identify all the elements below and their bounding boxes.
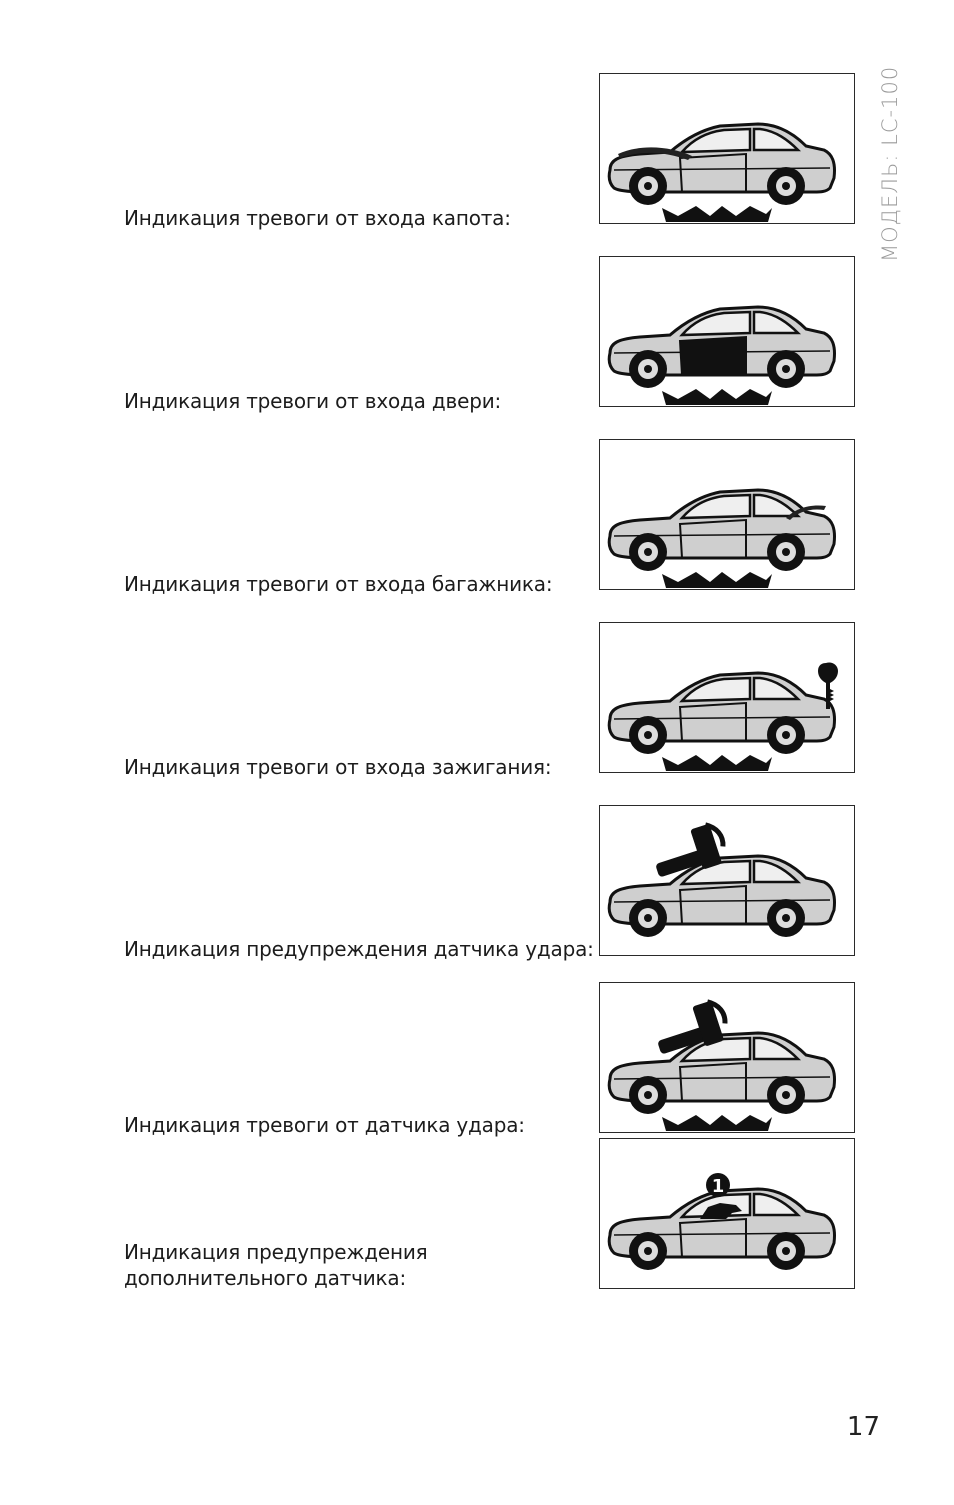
- car-ignition-key-icon: [599, 622, 855, 773]
- row-label-line2: дополнительного датчика:: [124, 1266, 406, 1290]
- car-body: [609, 490, 834, 571]
- car-trunk-open-icon: [599, 439, 855, 590]
- page-number: 17: [846, 1412, 880, 1442]
- car-body: [609, 1033, 834, 1114]
- car-door-open-icon: [599, 256, 855, 407]
- car-body: [609, 1189, 834, 1270]
- car-extra-sensor-icon: [599, 1138, 855, 1289]
- car-body: [609, 124, 834, 205]
- row-label-ignition: Индикация тревоги от входа зажигания:: [124, 755, 552, 779]
- car-shock-warning-icon: [599, 805, 855, 956]
- car-body: [609, 856, 834, 937]
- row-label-extra-sensor: [124, 1239, 504, 1291]
- vibration-zigzag: [662, 572, 772, 588]
- vibration-zigzag: [662, 1115, 772, 1131]
- row-label-line1: Индикация предупреждения: [124, 1240, 428, 1264]
- model-title: МОДЕЛЬ: LC-100: [878, 65, 902, 262]
- vibration-zigzag: [662, 755, 772, 771]
- row-label-door: Индикация тревоги от входа двери:: [124, 389, 502, 413]
- row-label-trunk: Индикация тревоги от входа багажника:: [124, 572, 553, 596]
- row-label-hood: Индикация тревоги от входа капота:: [124, 206, 511, 230]
- vibration-zigzag: [662, 206, 772, 222]
- row-label-shock-warning: Индикация предупреждения датчика удара:: [124, 937, 594, 961]
- car-body: [609, 673, 834, 754]
- car-hood-open-icon: [599, 73, 855, 224]
- car-shock-alarm-icon: [599, 982, 855, 1133]
- vibration-zigzag: [662, 389, 772, 405]
- row-label-shock-alarm: Индикация тревоги от датчика удара:: [124, 1113, 525, 1137]
- number-badge: 1: [711, 1176, 725, 1197]
